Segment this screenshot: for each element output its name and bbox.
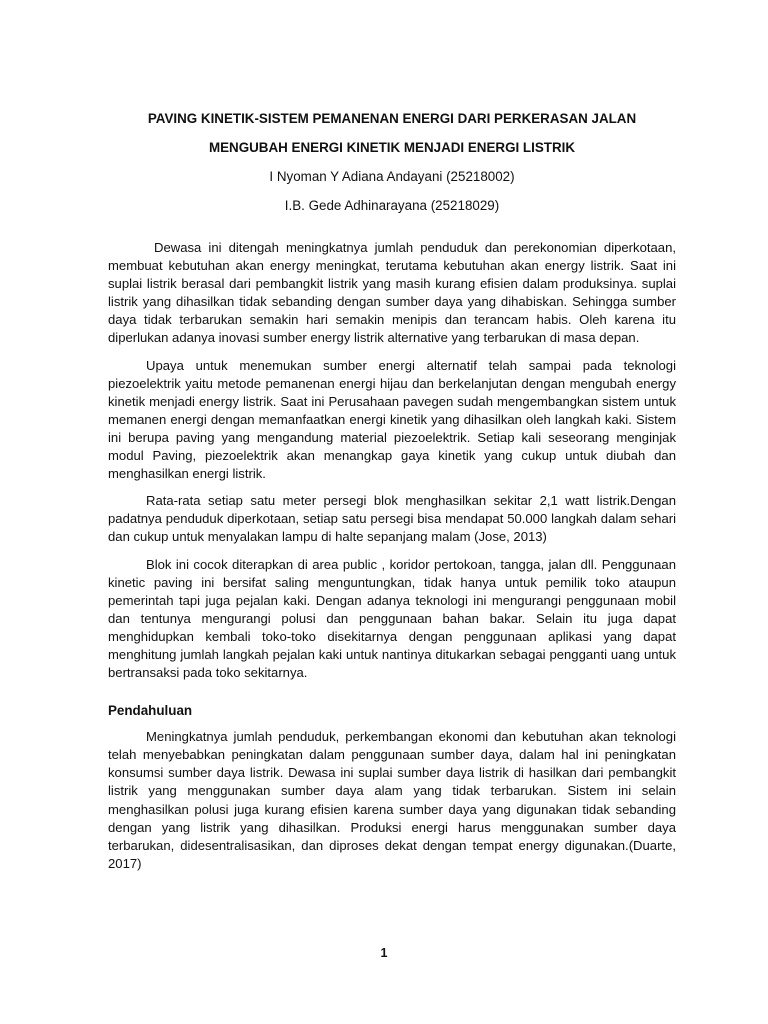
document-header	[108, 104, 676, 220]
title-line-1: PAVING KINETIK-SISTEM PEMANENAN ENERGI DARI PERKERASAN JALAN	[147, 111, 637, 126]
author-line-1: I Nyoman Y Adiana Andayani (25218002)	[269, 169, 515, 184]
intro-paragraph-2: Upaya untuk menemukan sumber energi alternatif telah sampai pada teknologi piezoelektrik yaitu metode pemanenan energi hijau dan berkelanjutan dengan mengubah energy kinetik menjadi energy listrik. Saat ini Perusahaan pavegen sudah mengembangkan sistem untuk memanen energi dengan memanfaatkan energi kinetik yang dihasilkan oleh langkah kaki. Sistem ini berupa paving yang mengandung material piezoelektrik. Setiap kali seseorang menginjak modul Paving, piezoelektrik akan menangkap gaya kinetik yang cukup untuk diubah dan menghasilkan energi listrik.	[108, 357, 676, 482]
page-number: 1	[380, 946, 388, 960]
intro-paragraph-3: Rata-rata setiap satu meter persegi blok menghasilkan sekitar 2,1 watt listrik.Dengan padatnya penduduk diperkotaan, setiap satu persegi bisa mendapat 50.000 langkah dalam sehari dan cukup untuk menyalakan lampu di halte sepanjang malam (Jose, 2013)	[108, 493, 676, 545]
author-line-2: I.B. Gede Adhinarayana (25218029)	[284, 198, 500, 213]
section-paragraph: Meningkatnya jumlah penduduk, perkembangan ekonomi dan kebutuhan akan teknologi telah menyebabkan peningkatan dalam penggunaan sumber daya, dalam hal ini peningkatan konsumsi sumber daya listrik. Dewasa ini suplai sumber daya listrik di hasilkan dari pembangkit listrik yang menggunakan sumber daya alam yang tidak terbarukan. Sistem ini selain menghasilkan polusi juga kurang efisien karena sumber daya yang digunakan tidak sebanding dengan yang listrik yang dihasilkan. Produksi energi harus menggunakan sumber daya terbarukan, didesentralisasikan, dan diproses dekat dengan tempat energy digunakan.(Duarte, 2017)	[108, 729, 676, 871]
section-heading: Pendahuluan	[108, 703, 193, 719]
title-line-2: MENGUBAH ENERGI KINETIK MENJADI ENERGI LISTRIK	[208, 140, 576, 155]
intro-paragraph-1: Dewasa ini ditengah meningkatnya jumlah penduduk dan perekonomian diperkotaan, membuat kebutuhan akan energy meningkat, terutama kebutuhan akan energy listrik. Saat ini suplai listrik berasal dari pembangkit listrik yang masih kurang efisien dalam produksinya. suplai listrik yang dihasilkan tidak sebanding dengan sumber daya yang dihabiskan. Sehingga sumber daya tidak terbarukan semakin hari semakin menipis dan terancam habis. Oleh karena itu diperlukan adanya inovasi sumber energy listrik alternative yang terbarukan di masa depan.	[108, 240, 676, 346]
document-body	[108, 239, 676, 882]
intro-paragraph-4: Blok ini cocok diterapkan di area public , koridor pertokoan, tangga, jalan dll. Penggunaan kinetic paving ini bersifat saling menguntungkan, tidak hanya untuk pemilik toko ataupun pemerintah tapi juga pejalan kaki. Dengan adanya teknologi ini mengurangi penggunaan mobil dan tentunya mengurangi polusi dan penggunaan bahan bakar. Selain itu juga dapat menghidupkan kembali toko-toko disekitarnya dengan penggunaan aplikasi yang dapat menghitung jumlah langkah pejalan kaki untuk nantinya ditukarkan sebagai pengganti uang untuk bertransaksi pada toko sekitarnya.	[108, 556, 676, 681]
